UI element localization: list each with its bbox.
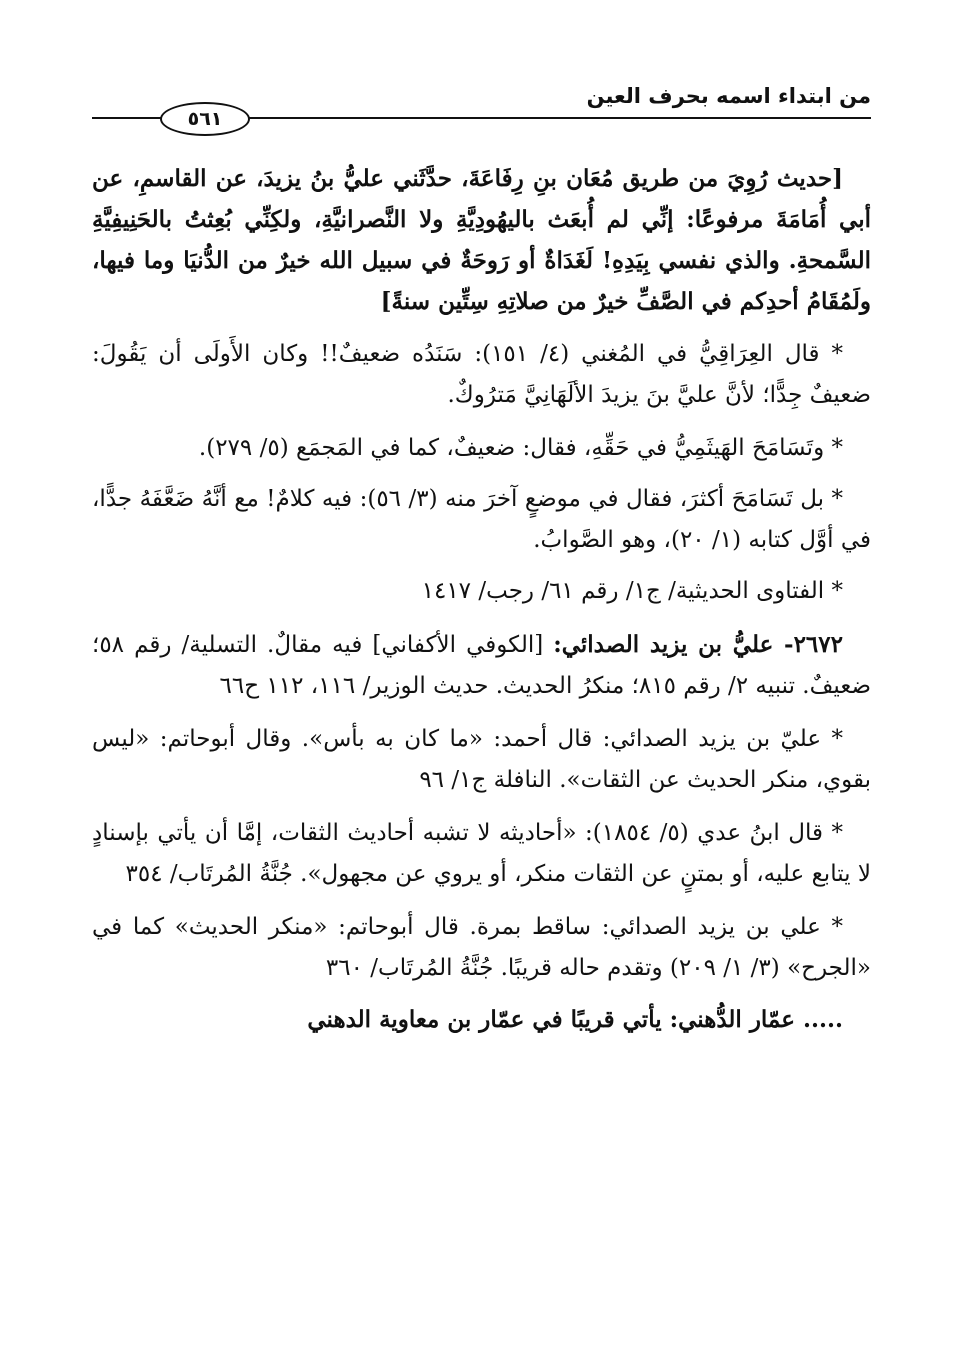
page-header — [92, 78, 871, 130]
fatawa-ref: * الفتاوى الحديثية/ ج١/ رقم ٦١/ رجب/ ١٤١٧ — [421, 578, 843, 604]
note-iraqi: * قال العِرَاقِيُّ في المُغني (٤/ ١٥١): سَنَدُه ضعيفٌ!! وكان الأَولَى أن يَقُولَ: ضعيفٌ جِدًّا؛ لأنَّ عليَّ بنَ يزيدَ الألَهَانِيَّ مَترُوكٌ. — [92, 341, 871, 408]
entry-text: [الكوفي الأكفاني] فيه مقالٌ. التسلية/ رقم ٥٨؛ ضعيفٌ. تنبيه ٢/ رقم ٨١٥؛ منكرُ الحديث. حديث الوزير/ ١١٦، ١١٢ ح٦٦ — [92, 632, 871, 699]
note-ahmad: * عليّ بن يزيد الصدائي: قال أحمد: «ما كان به بأس». وقال أبوحاتم: «ليس بقوي، منكر الحديث عن الثقات». النافلة ج١/ ٩٦ — [92, 726, 871, 793]
page-body — [92, 158, 871, 1052]
note-ibn-adi: * قال ابنُ عدي (٥/ ١٨٥٤): «أحاديثه لا تشبه أحاديث الثقات، إمَّا أن يأتي بإسنادٍ لا يتابع عليه، أو بمتنٍ عن الثقات منكر، أو يروي عن مجهول». جُنَّةُ المُرتَاب/ ٣٥٤ — [92, 820, 871, 887]
note-haythami-more: * بل تَسَامَحَ أكثرَ، فقال في موضعٍ آخرَ منه (٣/ ٥٦): فيه كلامٌ! مع أنَّهُ ضَعَّفَهُ جدًّا، في أوَّل كتابه (١/ ٢٠)، وهو الصَّوابُ. — [92, 486, 871, 553]
note-saqit: * علي بن يزيد الصدائي: ساقط بمرة. قال أبوحاتم: «منكر الحديث» كما في «الجرح» (٣/ ١/ ٢٠٩) وتقدم حاله قريبًا. جُنَّةُ المُرتَاب/ ٣٦٠ — [92, 914, 871, 981]
running-title: من ابتداء اسمه بحرف العين — [586, 84, 871, 108]
page-number: ٥٦١ — [160, 102, 250, 136]
note-haythami: * وتَسَامَحَ الهَيثَمِيُّ في حَقِّهِ، فقال: ضعيفٌ، كما في المَجمَع (٥/ ٢٧٩). — [198, 435, 843, 461]
entry-heading: ٢٦٧٢- عليُّ بن يزيد الصدائي: — [553, 631, 843, 658]
hadith-text: [حديث رُوِيَ من طريق مُعَان بنِ رِفَاعَةَ، حدَّثَني عليُّ بنُ يزيدَ، عن القاسمِ، عن أبي أُمَامَةَ مرفوعًا: إنِّي لم أُبعَث باليهُودِيَّةِ ولا النَّصرانيَّةِ، ولكِنِّي بُعِثتُ بالحَنِيفِيَّةِ السَّمحةِ. والذي نفسي بِيَدِهِ! لَغَدَاةٌ أو رَوحَةٌ في سبيل الله خيرٌ من الدُّنيَا وما فيها، ولَمُقَامُ أحدِكم في الصَّفِّ خيرٌ من صلاتِهِ سِتِّين سنةً] — [92, 165, 871, 315]
entry-2672 — [92, 624, 871, 707]
cross-reference: ..... عمّار الدُّهني: يأتي قريبًا في عمّار بن معاوية الدهني — [307, 1006, 843, 1033]
